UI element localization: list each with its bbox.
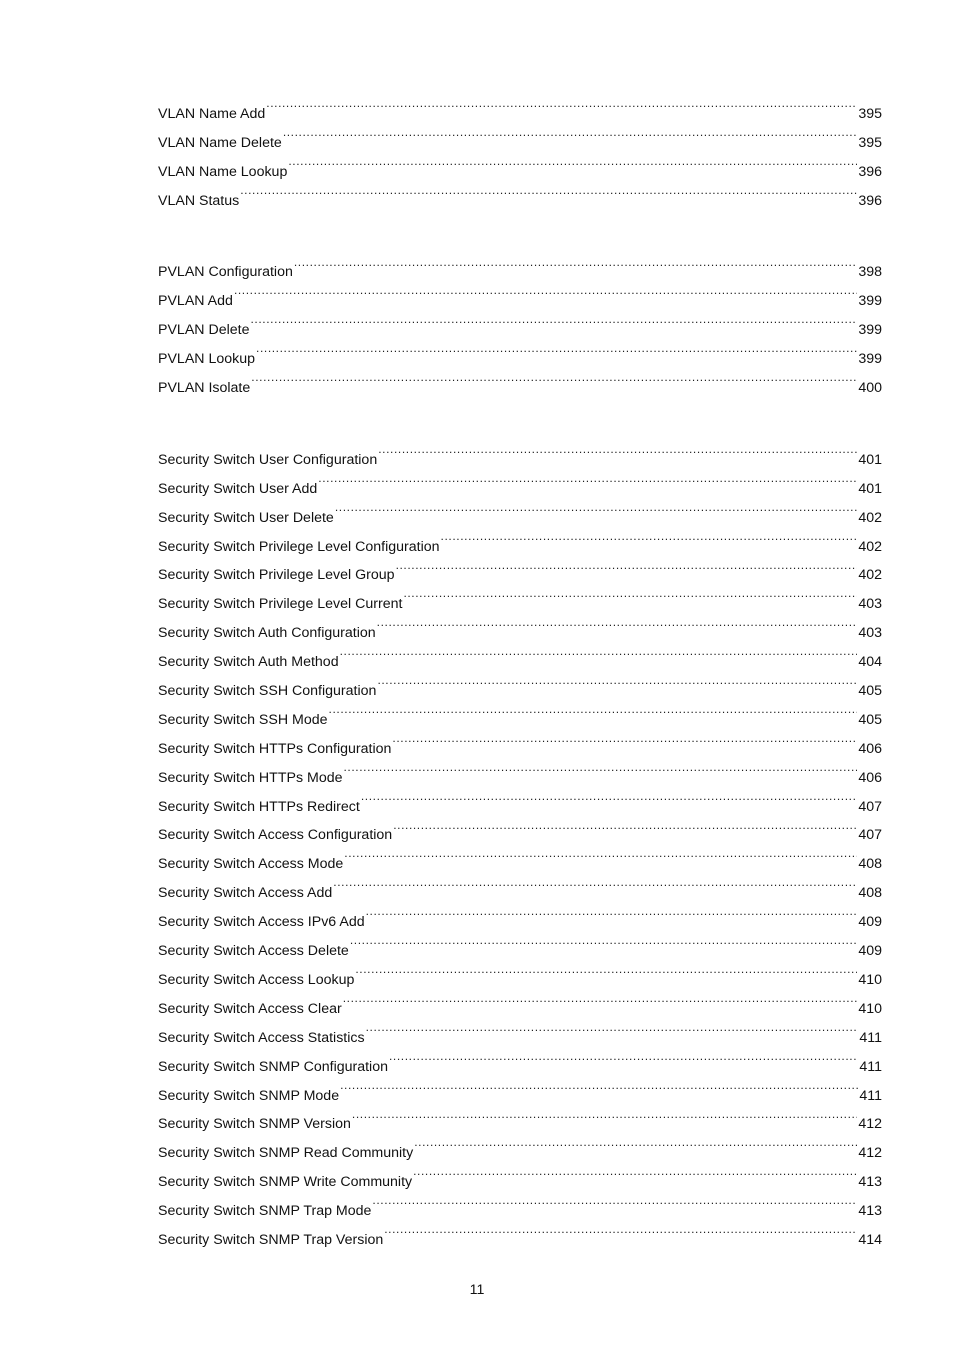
toc-entry-title: Security Switch Access Delete — [158, 943, 349, 960]
toc-entry-title: Security Switch Auth Method — [158, 654, 339, 671]
toc-entry-page: 405 — [858, 683, 882, 700]
toc-entry[interactable] — [158, 176, 882, 209]
toc-entry-title: Security Switch User Add — [158, 480, 318, 497]
toc-group — [158, 248, 882, 397]
toc-entry-page: 402 — [858, 567, 882, 584]
dot-leader — [366, 1013, 859, 1042]
dot-leader — [251, 363, 857, 392]
dot-leader — [361, 782, 858, 811]
dot-leader — [266, 89, 857, 118]
toc-entry-page: 407 — [858, 827, 882, 844]
toc-entry-title: Security Switch Access Configuration — [158, 827, 393, 844]
toc-entry-title: Security Switch SNMP Read Community — [158, 1145, 414, 1162]
toc-entry-page: 408 — [858, 885, 882, 902]
toc-entry-page: 400 — [858, 380, 882, 397]
toc-entry-page: 414 — [858, 1231, 882, 1248]
toc-entry-title: PVLAN Isolate — [158, 380, 251, 397]
toc-entry-title: Security Switch SNMP Trap Mode — [158, 1203, 372, 1220]
toc-entry-title: Security Switch User Configuration — [158, 451, 378, 468]
dot-leader — [384, 1215, 857, 1244]
toc-entry-page: 402 — [858, 538, 882, 555]
dot-leader — [413, 1157, 857, 1186]
dot-leader — [441, 522, 858, 551]
toc-entry-page: 395 — [858, 105, 882, 122]
toc-entry-title: Security Switch User Delete — [158, 509, 334, 526]
toc-entry-title: Security Switch Privilege Level Current — [158, 596, 403, 613]
toc-group — [158, 89, 882, 209]
toc-entry-page: 403 — [858, 596, 882, 613]
dot-leader — [288, 147, 857, 176]
toc-entry-title: PVLAN Configuration — [158, 264, 293, 281]
toc-entry[interactable] — [158, 334, 882, 368]
toc-entry-title: Security Switch Privilege Level Group — [158, 567, 395, 584]
toc-entry-page: 399 — [858, 351, 882, 368]
toc-entry-page: 409 — [858, 914, 882, 931]
dot-leader — [344, 839, 857, 868]
toc-entry[interactable] — [158, 276, 882, 310]
toc-entry-title: VLAN Name Lookup — [158, 163, 288, 180]
dot-leader — [335, 493, 858, 522]
toc-entry-page: 411 — [859, 1087, 882, 1104]
dot-leader — [355, 955, 857, 984]
toc-entry-page: 408 — [858, 856, 882, 873]
toc-entry-page: 406 — [858, 740, 882, 757]
toc-group — [158, 435, 882, 1248]
toc-entry-page: 395 — [858, 134, 882, 151]
toc-entry-page: 396 — [858, 163, 882, 180]
toc-entry-page: 412 — [858, 1116, 882, 1133]
dot-leader — [372, 1186, 857, 1215]
toc-entry-page: 413 — [858, 1203, 882, 1220]
toc-entry-page: 411 — [859, 1058, 882, 1075]
toc-entry-title: Security Switch Access Statistics — [158, 1029, 365, 1046]
toc-entry-title: VLAN Name Add — [158, 105, 266, 122]
dot-leader — [234, 276, 857, 305]
toc-entry-title: Security Switch SSH Configuration — [158, 683, 377, 700]
toc-entry[interactable] — [158, 118, 882, 151]
dot-leader — [392, 724, 857, 753]
dot-leader — [403, 579, 857, 608]
toc-entry-page: 401 — [858, 451, 882, 468]
toc-entry-page: 399 — [858, 322, 882, 339]
toc-entry-title: Security Switch Access IPv6 Add — [158, 914, 365, 931]
toc-entry-title: Security Switch SNMP Version — [158, 1116, 351, 1133]
dot-leader — [340, 637, 858, 666]
toc-entry-title: Security Switch SNMP Mode — [158, 1087, 340, 1104]
toc-entry-page: 410 — [858, 971, 882, 988]
dot-leader — [340, 1071, 858, 1100]
toc-entry-page: 407 — [858, 798, 882, 815]
toc-entry-page: 405 — [858, 711, 882, 728]
toc-entry-page: 409 — [858, 943, 882, 960]
dot-leader — [343, 984, 858, 1013]
page-number: 11 — [469, 1282, 485, 1298]
toc-entry-title: Security Switch Access Lookup — [158, 971, 355, 988]
toc-entry-page: 398 — [858, 264, 882, 281]
toc-entry-page: 404 — [858, 654, 882, 671]
toc-entry[interactable] — [158, 305, 882, 339]
dot-leader — [256, 334, 857, 363]
toc-entry-title: Security Switch SNMP Write Community — [158, 1174, 413, 1191]
dot-leader — [377, 608, 858, 637]
toc-entry-title: Security Switch SNMP Trap Version — [158, 1231, 384, 1248]
toc-entry-title: Security Switch HTTPs Redirect — [158, 798, 360, 815]
toc-entry-page: 403 — [858, 625, 882, 642]
dot-leader — [414, 1128, 857, 1157]
toc-entry-title: Security Switch Privilege Level Configuration — [158, 538, 440, 555]
toc-entry[interactable] — [158, 435, 882, 468]
toc-entry-page: 399 — [858, 293, 882, 310]
toc-entry-page: 396 — [858, 192, 882, 209]
toc-entry-title: PVLAN Lookup — [158, 351, 256, 368]
toc-entry-page: 410 — [858, 1000, 882, 1017]
toc-entry-page: 406 — [858, 769, 882, 786]
toc-entry-page: 413 — [858, 1174, 882, 1191]
dot-leader — [318, 464, 857, 493]
toc-entry-title: Security Switch HTTPs Mode — [158, 769, 343, 786]
dot-leader — [366, 897, 858, 926]
toc-entry-title: Security Switch Access Add — [158, 885, 333, 902]
dot-leader — [378, 435, 857, 464]
toc-entry-title: VLAN Status — [158, 192, 240, 209]
toc-entry-title: Security Switch HTTPs Configuration — [158, 740, 392, 757]
toc-entry-page: 401 — [858, 480, 882, 497]
dot-leader — [333, 868, 857, 897]
dot-leader — [352, 1100, 857, 1129]
toc-entry-title: Security Switch SSH Mode — [158, 711, 328, 728]
dot-leader — [396, 551, 858, 580]
toc-entry[interactable] — [158, 363, 882, 397]
table-of-contents — [158, 89, 882, 1248]
dot-leader — [250, 305, 857, 334]
toc-entry-title: VLAN Name Delete — [158, 134, 282, 151]
toc-entry-title: Security Switch SNMP Configuration — [158, 1058, 388, 1075]
dot-leader — [389, 1042, 858, 1071]
dot-leader — [350, 926, 858, 955]
toc-entry-title: PVLAN Add — [158, 293, 233, 310]
toc-entry[interactable] — [158, 248, 882, 281]
dot-leader — [329, 695, 858, 724]
toc-entry-title: Security Switch Access Mode — [158, 856, 344, 873]
dot-leader — [294, 248, 857, 277]
dot-leader — [393, 811, 857, 840]
toc-entry-page: 402 — [858, 509, 882, 526]
toc-entry-title: Security Switch Access Clear — [158, 1000, 342, 1017]
toc-entry[interactable] — [158, 89, 882, 122]
toc-entry-title: PVLAN Delete — [158, 322, 250, 339]
dot-leader — [344, 753, 858, 782]
dot-leader — [240, 176, 857, 205]
dot-leader — [283, 118, 858, 147]
toc-entry-title: Security Switch Auth Configuration — [158, 625, 376, 642]
dot-leader — [377, 666, 857, 695]
toc-entry-page: 412 — [858, 1145, 882, 1162]
toc-entry-page: 411 — [859, 1029, 882, 1046]
